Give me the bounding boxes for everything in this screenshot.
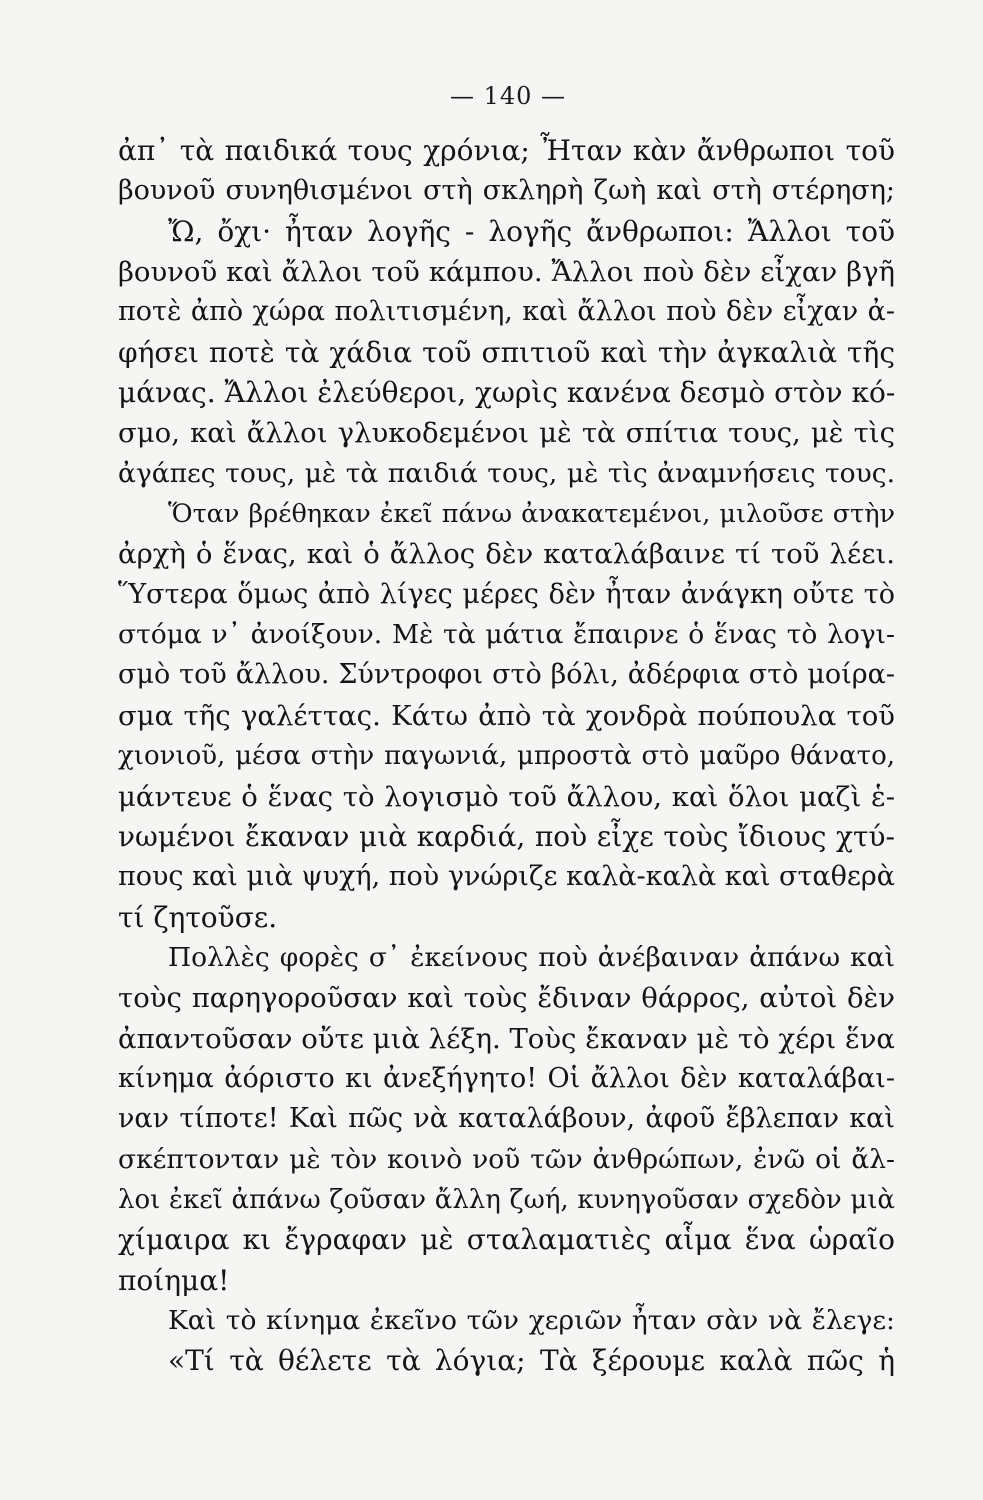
text-line: βουνοῦ καὶ ἄλλοι τοῦ κάμπου. Ἄλλοι ποὺ δὲν εἶχαν βγῆ <box>118 256 895 289</box>
text-line: φήσει ποτὲ τὰ χάδια τοῦ σπιτιοῦ καὶ τὴν ἀγκαλιὰ τῆς <box>118 335 895 369</box>
text-line: σμα τῆς γαλέττας. Κάτω ἀπὸ τὰ χονδρὰ πούπουλα τοῦ <box>118 699 895 732</box>
text-line: Πολλὲς φορὲς σ᾽ ἐκείνους ποὺ ἀνέβαιναν ἀπάνω καὶ <box>168 941 895 973</box>
text-line: χίμαιρα κι ἔγραφαν μὲ σταλαματιὲς αἷμα ἕνα ὡραῖο <box>118 1223 895 1257</box>
text-line: μάντευε ὁ ἕνας τὸ λογισμὸ τοῦ ἄλλου, καὶ ὅλοι μαζὶ ἑ- <box>118 780 895 813</box>
text-line: κίνημα ἀόριστο κι ἀνεξήγητο! Οἱ ἄλλοι δὲν καταλάβαι- <box>118 1062 895 1094</box>
text-line: σκέπτονταν μὲ τὸν κοινὸ νοῦ τῶν ἀνθρώπων, ἐνῶ οἱ ἄλ- <box>118 1143 895 1175</box>
text-line: Ὕστερα ὅμως ἀπὸ λίγες μέρες δὲν ἦταν ἀνάγκη οὔτε τὸ <box>118 578 895 610</box>
text-line: ποίημα! <box>118 1263 230 1297</box>
text-line: χιονιοῦ, μέσα στὴν παγωνιά, μπροστὰ στὸ μαῦρο θάνατο, <box>118 741 895 772</box>
text-line: νωμένοι ἔκαναν μιὰ καρδιά, ποὺ εἶχε τοὺς ἴδιους χτύ- <box>118 819 895 853</box>
text-line: Ὅταν βρέθηκαν ἐκεῖ πάνω ἀνακατεμένοι, μιλοῦσε στὴν <box>168 499 895 530</box>
text-line: στόμα ν᾽ ἀνοίξουν. Μὲ τὰ μάτια ἔπαιρνε ὁ ἕνας τὸ λογι- <box>118 619 895 651</box>
text-line: πους καὶ μιὰ ψυχή, ποὺ γνώριζε καλὰ-καλὰ καὶ σταθερὰ <box>118 861 895 893</box>
text-line: ἀρχὴ ὁ ἕνας, καὶ ὁ ἄλλος δὲν καταλάβαινε τί τοῦ λέει. <box>118 538 895 571</box>
page-number: — 140 — <box>449 82 567 110</box>
text-line: σμο, καὶ ἄλλοι γλυκοδεμένοι μὲ τὰ σπίτια τους, μὲ τὶς <box>118 417 895 450</box>
text-line: τοὺς παρηγοροῦσαν καὶ τοὺς ἔδιναν θάρρος, αὐτοὶ δὲν <box>118 982 895 1015</box>
text-line: Καὶ τὸ κίνημα ἐκεῖνο τῶν χεριῶν ἦταν σὰν νὰ ἔλεγε: <box>168 1304 895 1336</box>
text-line: ἀπαντοῦσαν οὔτε μιὰ λέξη. Τοὺς ἔκαναν μὲ τὸ χέρι ἕνα <box>118 1022 895 1055</box>
text-line: ἀπ᾽ τὰ παιδικά τους χρόνια; Ἦταν κὰν ἄνθρωποι τοῦ <box>118 134 895 167</box>
text-line: ἀγάπες τους, μὲ τὰ παιδιά τους, μὲ τὶς ἀναμνήσεις τους. <box>118 457 895 489</box>
text-line: ναν τίποτε! Καὶ πῶς νὰ καταλάβουν, ἀφοῦ ἔβλεπαν καὶ <box>118 1103 895 1135</box>
text-line: μάνας. Ἄλλοι ἐλεύθεροι, χωρὶς κανένα δεσμὸ στὸν κό- <box>118 376 895 410</box>
body-text <box>118 131 895 1382</box>
text-line: σμὸ τοῦ ἄλλου. Σύντροφοι στὸ βόλι, ἀδέρφια στὸ μοίρα- <box>118 659 895 691</box>
text-line: βουνοῦ συνηθισμένοι στὴ σκληρὴ ζωὴ καὶ στὴ στέρηση; <box>118 175 895 207</box>
text-line: ποτὲ ἀπὸ χώρα πολιτισμένη, καὶ ἄλλοι ποὺ δὲν εἶχαν ἀ- <box>118 296 895 328</box>
text-line: τί ζητοῦσε. <box>118 900 278 934</box>
text-line: «Τί τὰ θέλετε τὰ λόγια; Τὰ ξέρουμε καλὰ πῶς ἡ <box>168 1344 895 1378</box>
text-line: Ὤ, ὄχι· ἦταν λογῆς - λογῆς ἄνθρωποι: Ἄλλοι τοῦ <box>168 214 895 248</box>
text-line: λοι ἐκεῖ ἀπάνω ζοῦσαν ἄλλη ζωή, κυνηγοῦσαν σχεδὸν μιὰ <box>118 1184 895 1215</box>
